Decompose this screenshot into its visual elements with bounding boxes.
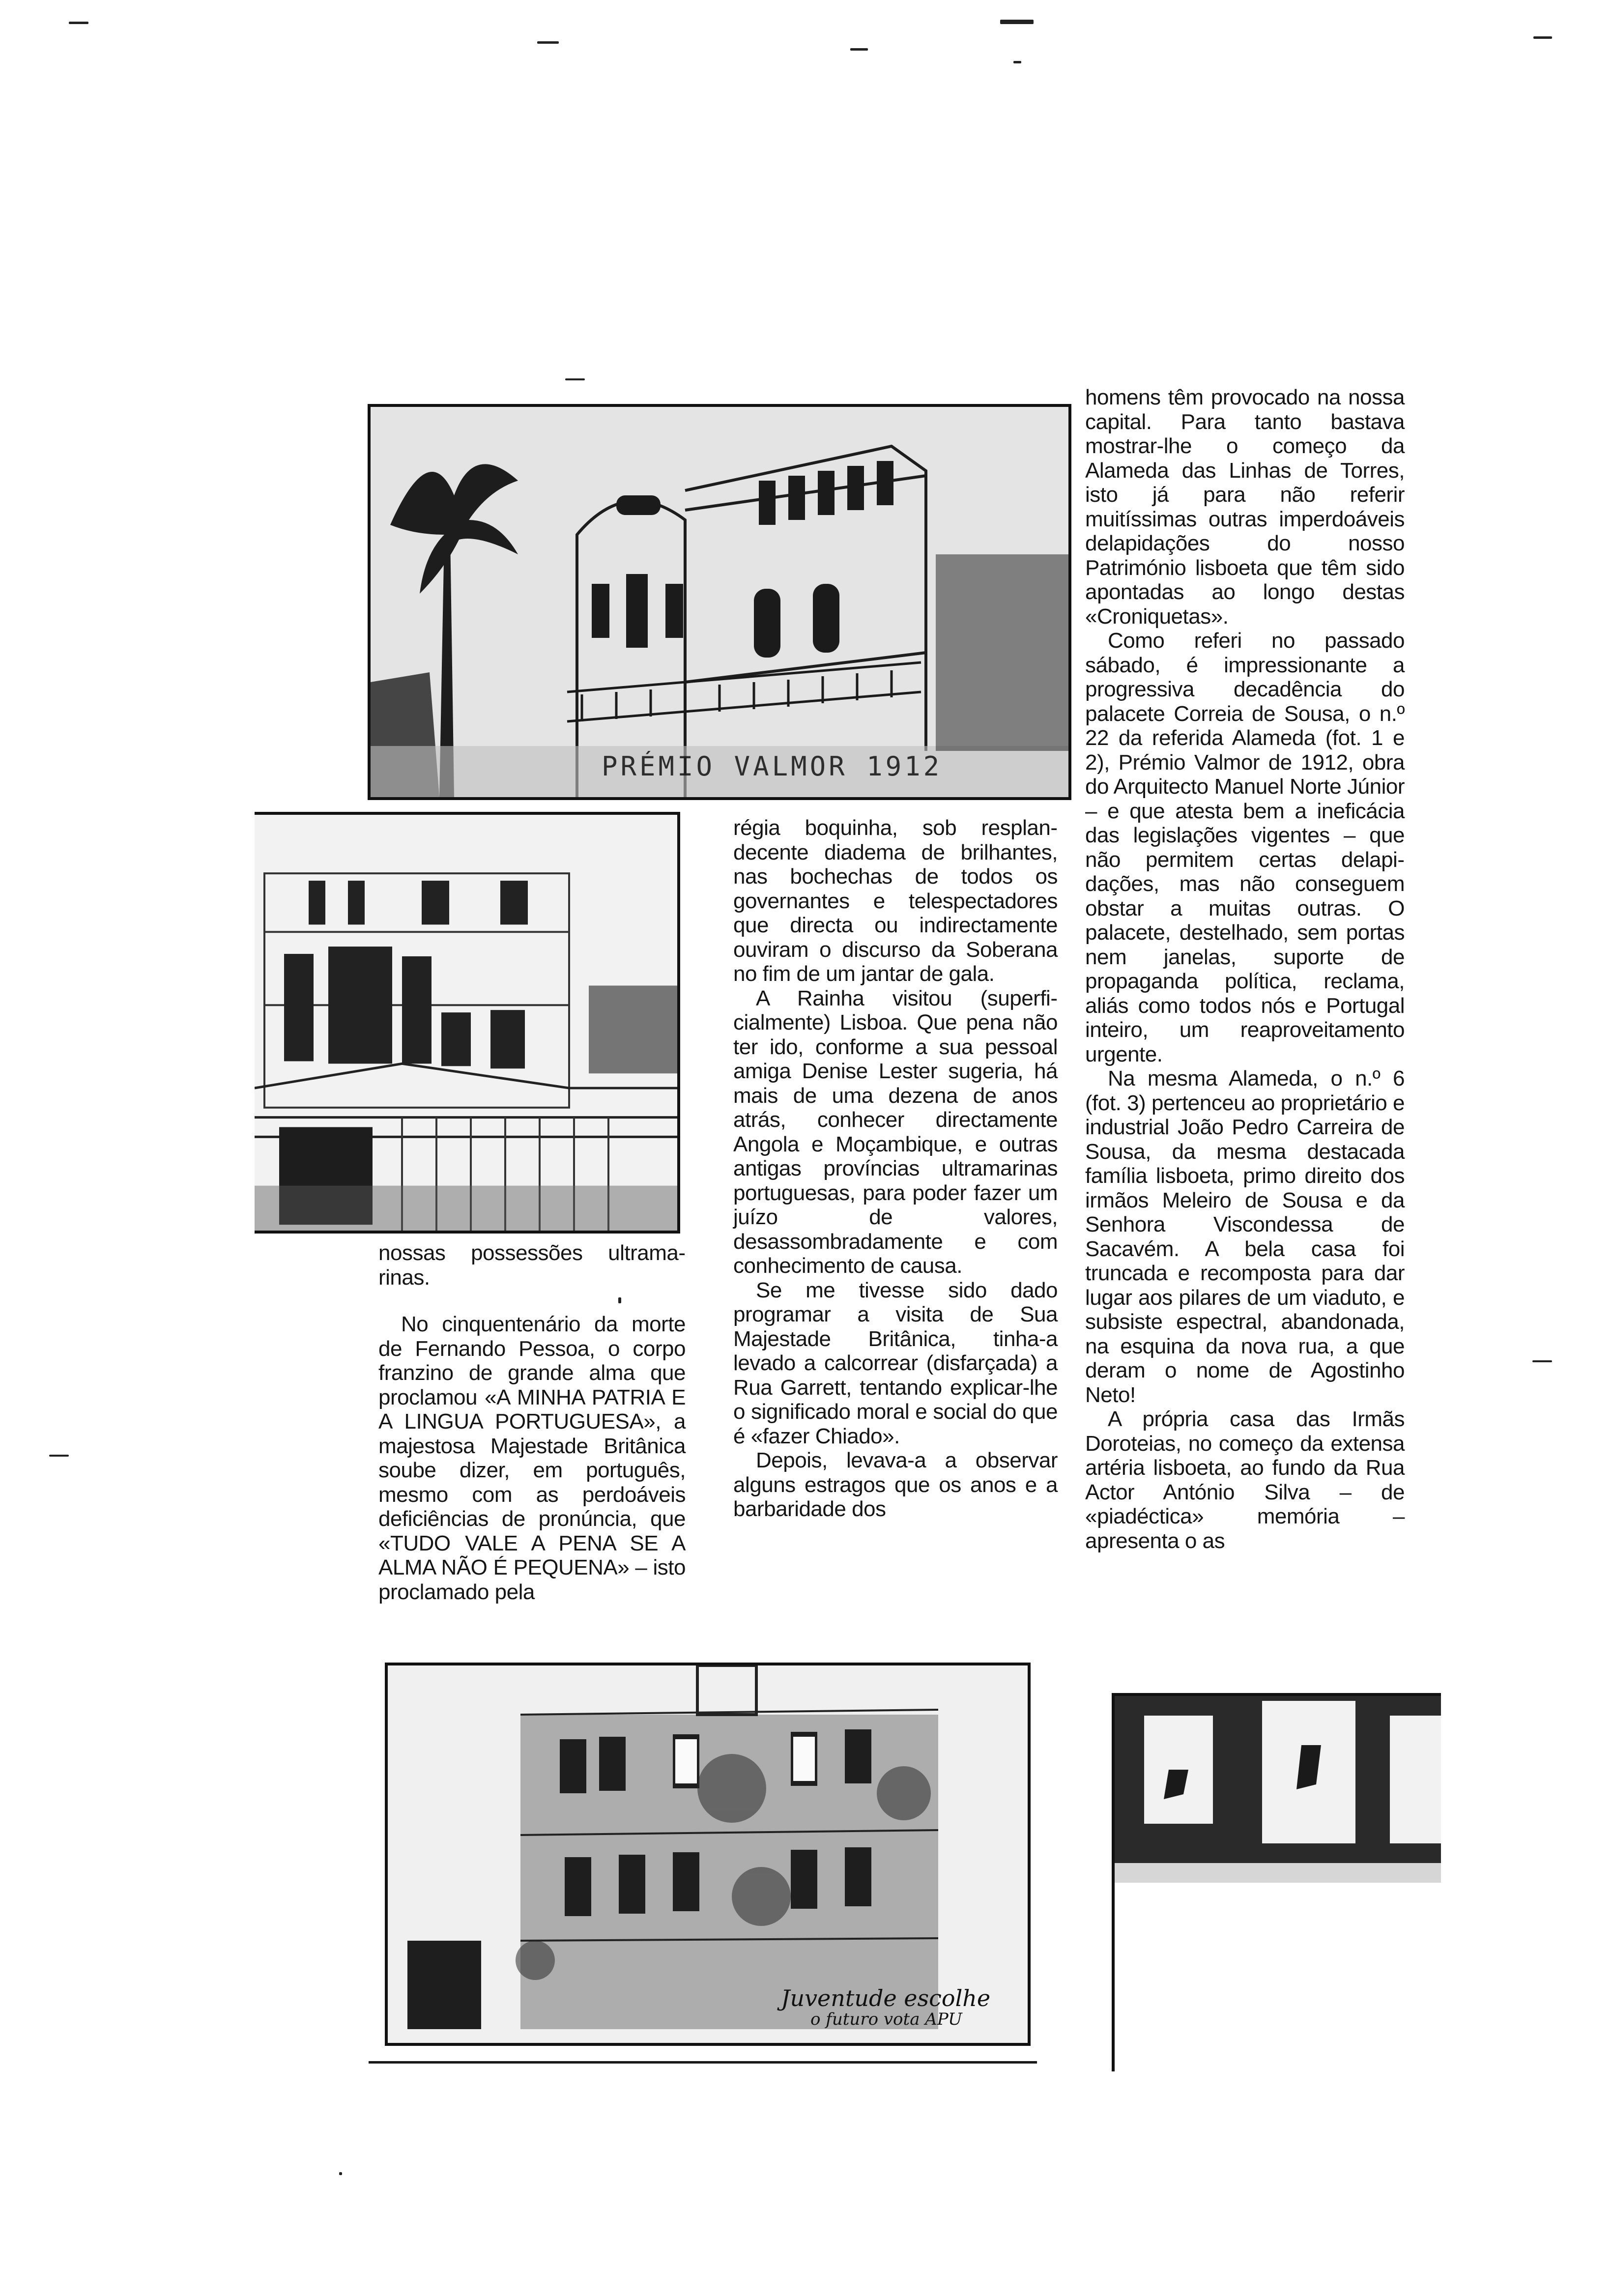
scan-speck	[69, 22, 88, 24]
colC-paragraph-2: Como referi no passado sábado, é impressionante a progressiva decadência do palacete Correia de Sousa, o n.º 22 da referida Alameda (fot. 1 e 2), Prémio Valmor de 1912, obra do Arquitecto Manuel Norte Júnior – e que atesta bem a ineficácia das legislações vigentes – que não permitem certas delapidações, mas não conseguem obstar a muitas outras. O palacete, destelhado, sem portas nem janelas, suporte de propaganda política, reclama, aliás como todos nós e Portugal inteiro, um reaproveitamento urgente.	[1085, 629, 1405, 1066]
scan-speck	[565, 378, 585, 380]
colA-paragraph-2: No cinquentenário da morte de Fernando Pessoa, o corpo franzino de grande alma que proclamou «A MINHA PATRIA E A LINGUA PORTUGUESA», a majestosa Majestade Britânica soube dizer, em português, mesmo com as perdoáveis deficiências de pronúncia, que «TUDO VALE A PENA SE A ALMA NÃO É PEQUENA» – isto proclamado pela	[378, 1312, 686, 1604]
photo1-inscription: PRÉMIO VALMOR 1912	[602, 751, 943, 782]
text-column-right	[1085, 385, 1405, 1553]
scan-speck	[537, 41, 559, 44]
photo-palacete-fachada	[255, 812, 680, 1234]
photo-palacete-correia-de-sousa	[368, 404, 1071, 800]
colA-gap	[378, 1290, 686, 1312]
scan-speck	[1013, 61, 1021, 63]
photo3-graffiti-line1: Juventude escolhe	[781, 1985, 991, 2011]
colB-paragraph-4: Depois, levava-a a observar alguns estragos que os anos e a barbaridade dos	[733, 1448, 1058, 1521]
photo2-drawing	[255, 815, 677, 1231]
scan-speck	[1533, 36, 1552, 39]
bottom-rule	[369, 2061, 1037, 2064]
colC-paragraph-3: Na mesma Alameda, o n.º 6 (fot. 3) pertenceu ao proprietário e industrial João Pedro Carreira de Sousa, da mesma destacada família lisboeta, primo direito dos irmãos Meleiro de Sousa e da Senhora Viscondessa de Sacavém. A bela casa foi truncada e recomposta para dar lugar aos pilares de um viaduto, e subsiste espectral, abandonada, na esquina da nova rua, a que deram o nome de Agostinho Neto!	[1085, 1066, 1405, 1407]
photo1-drawing	[371, 407, 1068, 797]
colC-paragraph-4: A própria casa das Irmãs Doroteias, no começo da extensa artéria lisboeta, ao fundo da Rua Actor António Silva – de «piadéctica» memória – apresenta o as	[1085, 1407, 1405, 1553]
scan-speck	[850, 48, 868, 51]
photo-casa-numero-6	[385, 1663, 1031, 2046]
colB-paragraph-3: Se me tivesse sido dado programar a visita de Sua Majestade Britânica, tinha-a levado a calcorrear (disfarçada) a Rua Garrett, tentando explicar-lhe o significado moral e social do que é «fazer Chiado».	[733, 1278, 1058, 1448]
colC-paragraph-1: homens têm provocado na nossa capital. Para tanto bastava mostrar-lhe o começo da Alameda das Linhas de Torres, isto já para não referir muitíssimas outras imperdoáveis delapidações do nosso Património lisboeta que têm sido apontadas ao longo destas «Croniquetas».	[1085, 385, 1405, 629]
text-column-middle	[733, 816, 1058, 1521]
photo-interior-fragment	[1112, 1693, 1441, 2071]
scan-speck	[1000, 20, 1034, 24]
colB-paragraph-1: régia boquinha, sob resplandecente diadema de brilhantes, nas bochechas de todos os governantes e telespectadores que directa ou indirectamente ouviram o discurso da Soberana no fim de um jantar de gala.	[733, 816, 1058, 986]
scan-speck	[339, 2172, 342, 2175]
scan-speck	[1532, 1360, 1552, 1362]
photo4-drawing	[1115, 1696, 1441, 2071]
scan-speck	[49, 1455, 69, 1457]
colB-paragraph-2: A Rainha visitou (superficialmente) Lisboa. Que pena não ter ido, conforme a sua pessoal amiga Denise Lester sugeria, há mais de uma dezena de anos atrás, conhecer directamente Angola e Moçambique, e outras antigas províncias ultramarinas portuguesas, para poder fazer um juízo de valores, desassombradamente e com conhecimento de causa.	[733, 986, 1058, 1278]
photo3-graffiti-line2: o futuro vota APU	[810, 2009, 962, 2029]
text-column-left	[378, 1241, 686, 1604]
colA-paragraph-1: nossas possessões ultramarinas.	[378, 1241, 686, 1290]
